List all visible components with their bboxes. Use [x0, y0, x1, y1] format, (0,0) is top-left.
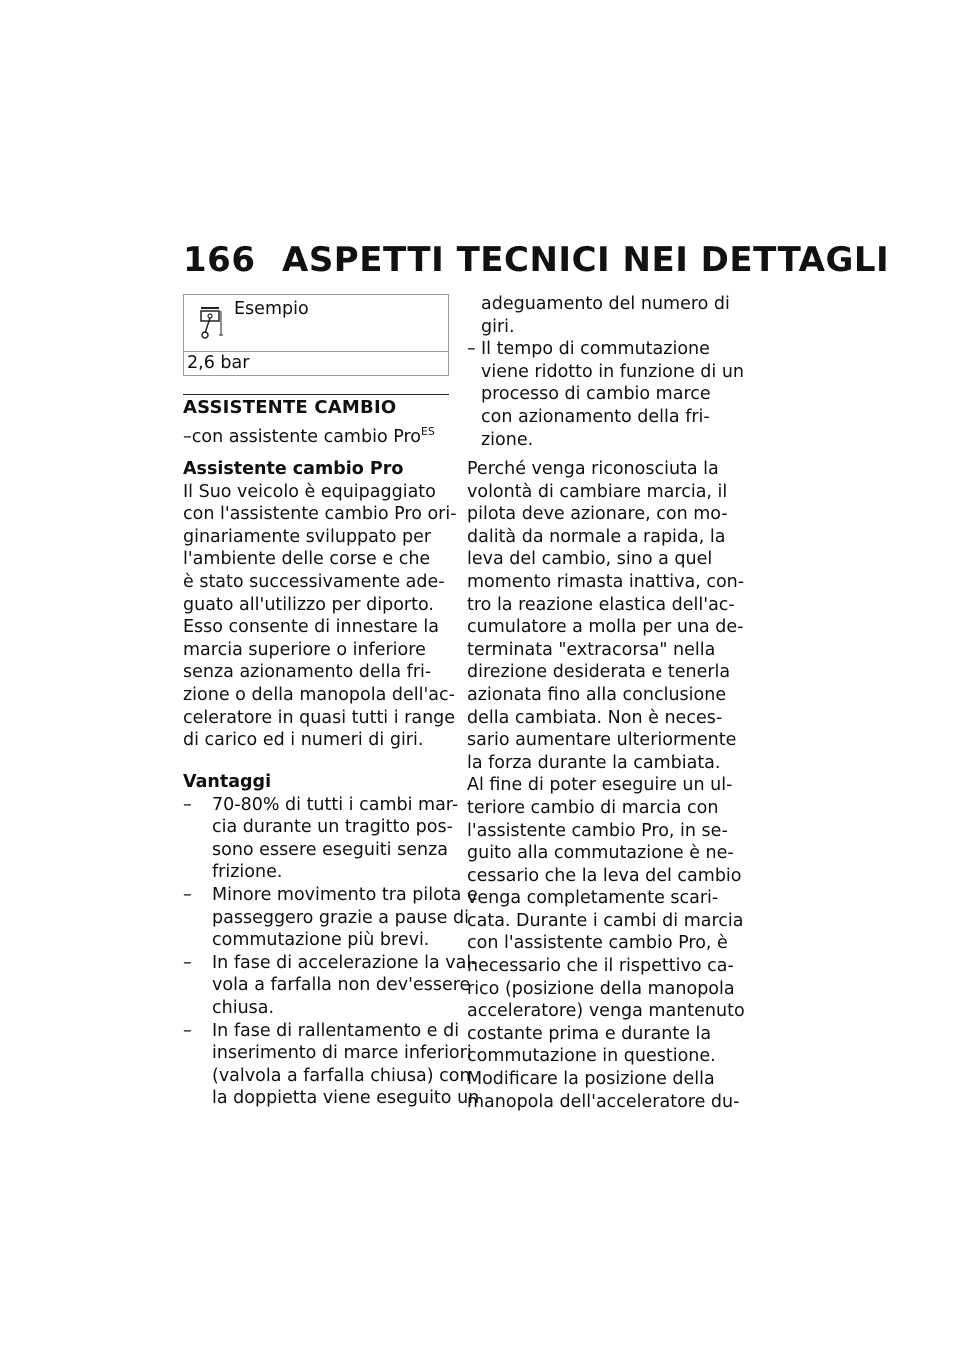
body-line: guato all'utilizzo per diporto.: [183, 594, 434, 615]
list-line: commutazione più brevi.: [212, 930, 430, 951]
list-line: cia durante un tragitto pos-: [212, 817, 453, 838]
body-line: Al fine di poter eseguire un ul-: [467, 775, 733, 796]
subsection-title: Assistente cambio Pro: [183, 459, 404, 479]
body-line: marcia superiore o inferiore: [183, 639, 426, 660]
body-line: cata. Durante i cambi di marcia: [467, 910, 744, 931]
list-item: [183, 1020, 480, 1110]
list-line: 70-80% di tutti i cambi mar-: [212, 794, 459, 815]
list-item: [467, 338, 745, 451]
body-line: Perché venga riconosciuta la: [467, 459, 719, 479]
body-line: della cambiata. Non è neces-: [467, 707, 723, 728]
body-line: l'ambiente delle corse e che: [183, 549, 431, 570]
list-dash: –: [183, 884, 192, 905]
continuation-line: giri.: [481, 316, 515, 337]
list-line: viene ridotto in funzione di un: [481, 361, 745, 382]
list-line: (valvola a farfalla chiusa) con: [212, 1065, 471, 1086]
list-line: con azionamento della fri-: [481, 406, 710, 427]
advantages-section: [183, 771, 480, 1110]
feature-dash: –: [183, 427, 192, 447]
body-line: commutazione in questione.: [467, 1046, 716, 1067]
example-header: [184, 295, 448, 352]
feature-line: [183, 425, 435, 447]
list-dash: –: [183, 952, 192, 973]
body-line: direzione desiderata e tenerla: [467, 662, 731, 683]
body-line: ginariamente sviluppato per: [183, 526, 432, 547]
body-line: guito alla commutazione è ne-: [467, 843, 734, 864]
section-divider: [183, 394, 449, 395]
body-line: di carico ed i numeri di giri.: [183, 730, 424, 751]
list-line: In fase di rallentamento e di: [212, 1020, 460, 1041]
list-line: zione.: [481, 429, 534, 450]
list-item: [183, 794, 459, 884]
body-line: Il Suo veicolo è equipaggiato: [183, 481, 436, 502]
list-dash: –: [183, 1020, 192, 1041]
body-line: sario aumentare ulteriormente: [467, 730, 737, 751]
body-line: senza azionamento della fri-: [183, 662, 432, 683]
list-line: inserimento di marce inferiori: [212, 1043, 472, 1064]
right-continuation: [467, 293, 745, 451]
body-line: l'assistente cambio Pro, in se-: [467, 820, 728, 841]
body-line: con l'assistente cambio Pro, è: [467, 933, 728, 954]
body-line: celeratore in quasi tutti i range: [183, 707, 456, 728]
continuation-text: [467, 293, 742, 338]
body-line: acceleratore) venga mantenuto: [467, 1001, 745, 1022]
body-line: zione o della manopola dell'ac-: [183, 684, 455, 705]
list-line: Il tempo di commutazione: [481, 339, 710, 360]
example-box: [183, 294, 449, 376]
body-line: Esso consente di innestare la: [183, 617, 439, 638]
body-line: con l'assistente cambio Pro ori-: [183, 504, 457, 525]
list-dash: –: [467, 339, 476, 360]
subsection-pro: [183, 458, 457, 752]
body-line: è stato successivamente ade-: [183, 571, 445, 592]
page-number: 166: [183, 240, 256, 280]
list-line: chiusa.: [212, 997, 275, 1018]
list-dash: –: [183, 794, 192, 815]
body-line: pilota deve azionare, con mo-: [467, 504, 728, 525]
list-line: sono essere eseguiti senza: [212, 839, 448, 860]
body-line: dalità da normale a rapida, la: [467, 526, 726, 547]
body-line: momento rimasta inattiva, con-: [467, 571, 745, 592]
body-line: cessario che la leva del cambio: [467, 865, 742, 886]
right-body: [467, 458, 745, 1113]
advantages-title: Vantaggi: [183, 772, 272, 792]
feature-superscript: ES: [420, 425, 435, 438]
page-header: [183, 240, 889, 280]
page-title: ASPETTI TECNICI NEI DETTAGLI: [282, 240, 890, 280]
list-line: la doppietta viene eseguito un: [212, 1088, 480, 1109]
list-line: vola a farfalla non dev'essere: [212, 975, 471, 996]
list-item: [183, 884, 478, 952]
list-line: In fase di accelerazione la val-: [212, 952, 478, 973]
example-label: Esempio: [234, 299, 309, 319]
list-line: frizione.: [212, 862, 283, 883]
list-line: Minore movimento tra pilota e: [212, 884, 478, 905]
body-line: manopola dell'acceleratore du-: [467, 1091, 740, 1112]
body-line: Modificare la posizione della: [467, 1069, 715, 1090]
body-line: necessario che il rispettivo ca-: [467, 956, 734, 977]
body-line: azionata fino alla conclusione: [467, 684, 727, 705]
continuation-line: adeguamento del numero di: [481, 294, 730, 314]
body-line: costante prima e durante la: [467, 1023, 712, 1044]
body-line: la forza durante la cambiata.: [467, 752, 721, 773]
body-line: terminata "extracorsa" nella: [467, 639, 716, 660]
engine-piston-icon: [198, 305, 224, 341]
list-item: [183, 952, 478, 1020]
body-line: teriore cambio di marcia con: [467, 797, 719, 818]
body-line: rico (posizione della manopola: [467, 978, 735, 999]
subsection-body: [183, 481, 457, 752]
section-title: ASSISTENTE CAMBIO: [183, 397, 397, 418]
body-line: venga completamente scari-: [467, 888, 719, 909]
feature-text: con assistente cambio Pro: [191, 427, 421, 447]
body-line: leva del cambio, sino a quel: [467, 549, 713, 570]
body-line: tro la reazione elastica dell'ac-: [467, 594, 735, 615]
body-line: volontà di cambiare marcia, il: [467, 481, 728, 502]
body-line: cumulatore a molla per una de-: [467, 617, 744, 638]
list-line: passeggero grazie a pause di: [212, 907, 469, 928]
example-value: 2,6 bar: [187, 353, 250, 373]
list-line: processo di cambio marce: [481, 384, 711, 405]
